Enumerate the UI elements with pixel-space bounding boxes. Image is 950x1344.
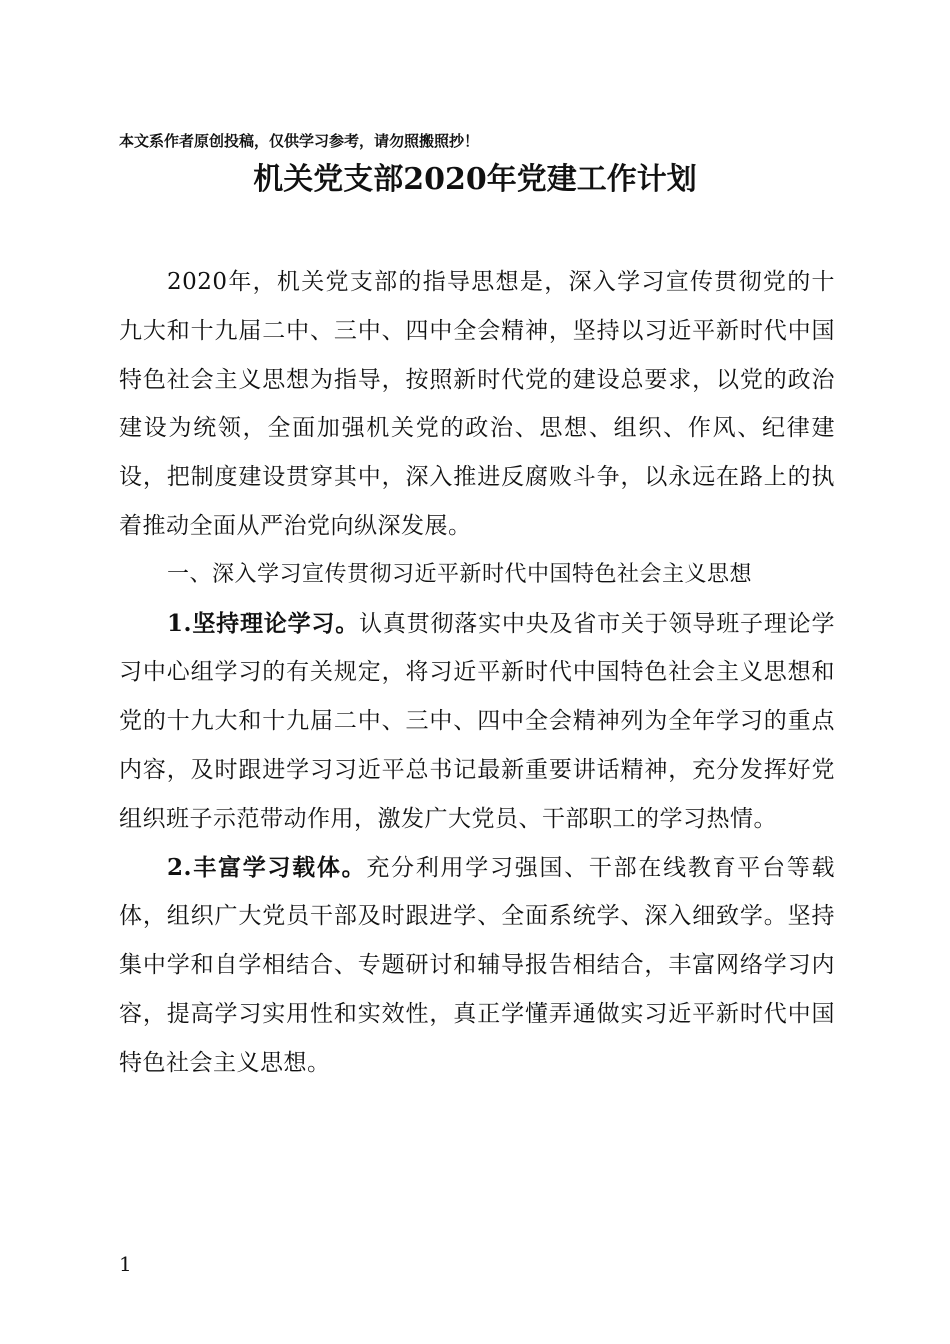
item-2-lead: 2.丰富学习载体。 bbox=[167, 853, 367, 881]
paragraph-item-1 bbox=[119, 600, 835, 844]
item-1-text: 认真贯彻落实中央及省市关于领导班子理论学习中心组学习的有关规定，将习近平新时代中国特色社会主义思想和党的十九大和十九届二中、三中、四中全会精神列为全年学习的重点内容，及时跟进学习习近平总书记最新重要讲话精神，充分发挥好党组织班子示范带动作用，激发广大党员、干部职工的学习热情。 bbox=[119, 610, 836, 832]
copyright-notice: 本文系作者原创投稿，仅供学习参考，请勿照搬照抄！ bbox=[119, 132, 480, 150]
document-title: 机关党支部2020年党建工作计划 bbox=[253, 162, 697, 197]
paragraph-item-2 bbox=[119, 844, 835, 1088]
document-body bbox=[119, 258, 835, 1088]
item-2-text: 充分利用学习强国、干部在线教育平台等载体，组织广大党员干部及时跟进学、全面系统学、深入细致学。坚持集中学和自学相结合、专题研讨和辅导报告相结合，丰富网络学习内容，提高学习实用性和实效性，真正学懂弄通做实习近平新时代中国特色社会主义思想。 bbox=[119, 854, 836, 1076]
page-number: 1 bbox=[119, 1252, 132, 1276]
section-heading: 一、深入学习宣传贯彻习近平新时代中国特色社会主义思想 bbox=[167, 561, 753, 587]
item-1-lead: 1.坚持理论学习。 bbox=[167, 609, 360, 637]
intro-paragraph: 2020年，机关党支部的指导思想是，深入学习宣传贯彻党的十九大和十九届二中、三中、四中全会精神，坚持以习近平新时代中国特色社会主义思想为指导，按照新时代党的建设总要求，以党的政治建设为统领，全面加强机关党的政治、思想、组织、作风、纪律建设，把制度建设贯穿其中，深入推进反腐败斗争，以永远在路上的执着推动全面从严治党向纵深发展。 bbox=[119, 269, 835, 539]
